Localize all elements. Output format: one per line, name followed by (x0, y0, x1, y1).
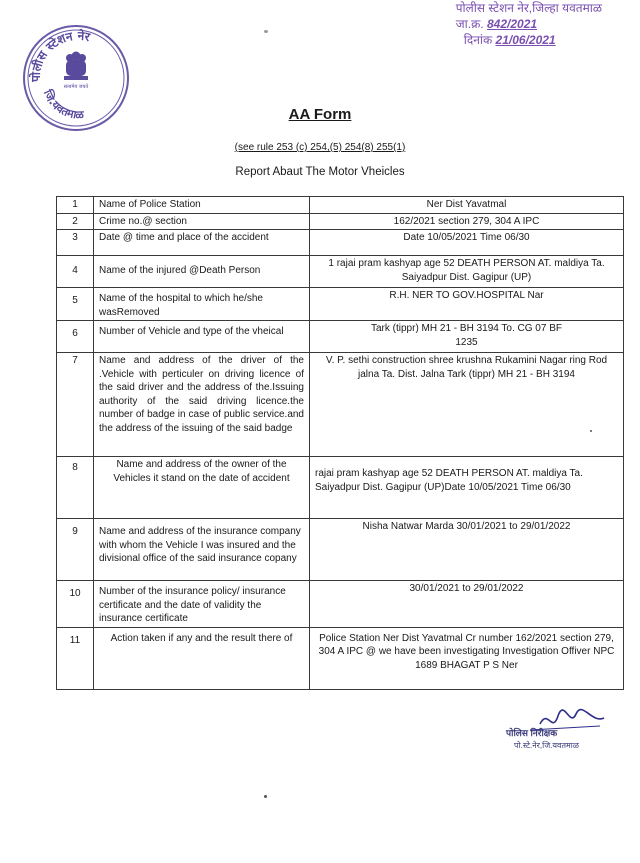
ashoka-emblem-icon (64, 52, 88, 81)
scan-speck (590, 430, 592, 432)
row-value: 30/01/2021 to 29/01/2022 (310, 581, 624, 628)
form-title: AA Form (288, 106, 352, 123)
row-value: 1 rajai pram kashyap age 52 DEATH PERSON AT. maldiya Ta. Saiyadpur Dist. Gagipur (UP) (310, 256, 624, 288)
row-number: 10 (57, 581, 94, 628)
row-label: Name and address of the insurance company with whom the Vehicle I was insured and the divisional office of the said insurance copany (94, 519, 310, 581)
row-value: Ner Dist Yavatmal (310, 197, 624, 214)
row-label: Crime no.@ section (94, 213, 310, 230)
motor-vehicle-report-table (56, 196, 624, 690)
row-number: 2 (57, 213, 94, 230)
rule-reference: (see rule 253 (c) 254,(5) 254(8) 255(1) (234, 142, 406, 153)
seal-top-text: पोलीस स्टेशन नेर (28, 28, 92, 83)
row-value: V. P. sethi construction shree krushna Rukamini Nagar ring Rod jalna Ta. Dist. Jalna Tark (tippr) MH 21 - BH 3194 (310, 353, 624, 457)
row-number: 4 (57, 256, 94, 288)
table-row (57, 197, 624, 214)
row-label: Name and address of the owner of the Vehicles it stand on the date of accident (94, 457, 310, 519)
row-label: Date @ time and place of the accident (94, 230, 310, 256)
row-value: Police Station Ner Dist Yavatmal Cr number 162/2021 section 279, 304 A IPC @ we have been investigating Investigation Offiver NPC 1689 BHAGAT P S Ner (310, 627, 624, 689)
row-label: Name of Police Station (94, 197, 310, 214)
table-row (57, 353, 624, 457)
row-number: 1 (57, 197, 94, 214)
row-value: Tark (tippr) MH 21 - BH 3194 To. CG 07 BF 1235 (310, 321, 624, 353)
row-value: R.H. NER TO GOV.HOSPITAL Nar (310, 288, 624, 321)
signature-designation: पोलिस निरीक्षक (506, 728, 558, 738)
table-row (57, 519, 624, 581)
row-label: Name of the injured @Death Person (94, 256, 310, 288)
stamp-ref-label: जा.क्र. (455, 17, 484, 31)
report-subtitle: Report Abaut The Motor Vheicles (235, 166, 405, 178)
stamp-office: पोलीस स्टेशन नेर,जिल्हा यवतमाळ (455, 1, 602, 15)
row-number: 3 (57, 230, 94, 256)
signature-office: पो.स्टे.नेर,जि.यवतमाळ (514, 741, 579, 750)
row-label: Number of the insurance policy/ insurance certificate and the date of validity the insurance certificate (94, 581, 310, 628)
table-row (57, 627, 624, 689)
stamp-date-value: 21/06/2021 (495, 33, 556, 47)
row-number: 7 (57, 353, 94, 457)
table-row (57, 230, 624, 256)
table-row (57, 457, 624, 519)
seal-emblem-text: सत्यमेव जयते (63, 84, 89, 90)
scan-speck (264, 795, 267, 798)
row-value: 162/2021 section 279, 304 A IPC (310, 213, 624, 230)
row-label: Name of the hospital to which he/she wasRemoved (94, 288, 310, 321)
table-row (57, 256, 624, 288)
seal-bottom-text: जि.यवतमाळ (40, 87, 84, 122)
scan-speck (264, 30, 268, 33)
table-row (57, 213, 624, 230)
row-label: Name and address of the driver of the .Vehicle with perticuler on driving licence of the said driver and the address of the.Issuing authority of the said driving licence.the number of badge in case of public service.and the address of the issuing of the said badge (94, 353, 310, 457)
row-number: 6 (57, 321, 94, 353)
row-number: 5 (57, 288, 94, 321)
row-value: rajai pram kashyap age 52 DEATH PERSON AT. maldiya Ta. Saiyadpur Dist. Gagipur (UP)Date 10/05/2021 Time 06/30 (310, 457, 624, 519)
row-value: Nisha Natwar Marda 30/01/2021 to 29/01/2022 (310, 519, 624, 581)
table-row (57, 581, 624, 628)
stamp-date-label: दिनांक (463, 33, 493, 47)
row-number: 8 (57, 457, 94, 519)
row-value: Date 10/05/2021 Time 06/30 (310, 230, 624, 256)
row-label: Number of Vehicle and type of the vheical (94, 321, 310, 353)
stamp-ref-value: 842/2021 (486, 17, 538, 31)
row-number: 11 (57, 627, 94, 689)
row-number: 9 (57, 519, 94, 581)
table-row (57, 321, 624, 353)
row-label: Action taken if any and the result there of (94, 627, 310, 689)
header-stamp (456, 0, 602, 48)
table-row (57, 288, 624, 321)
